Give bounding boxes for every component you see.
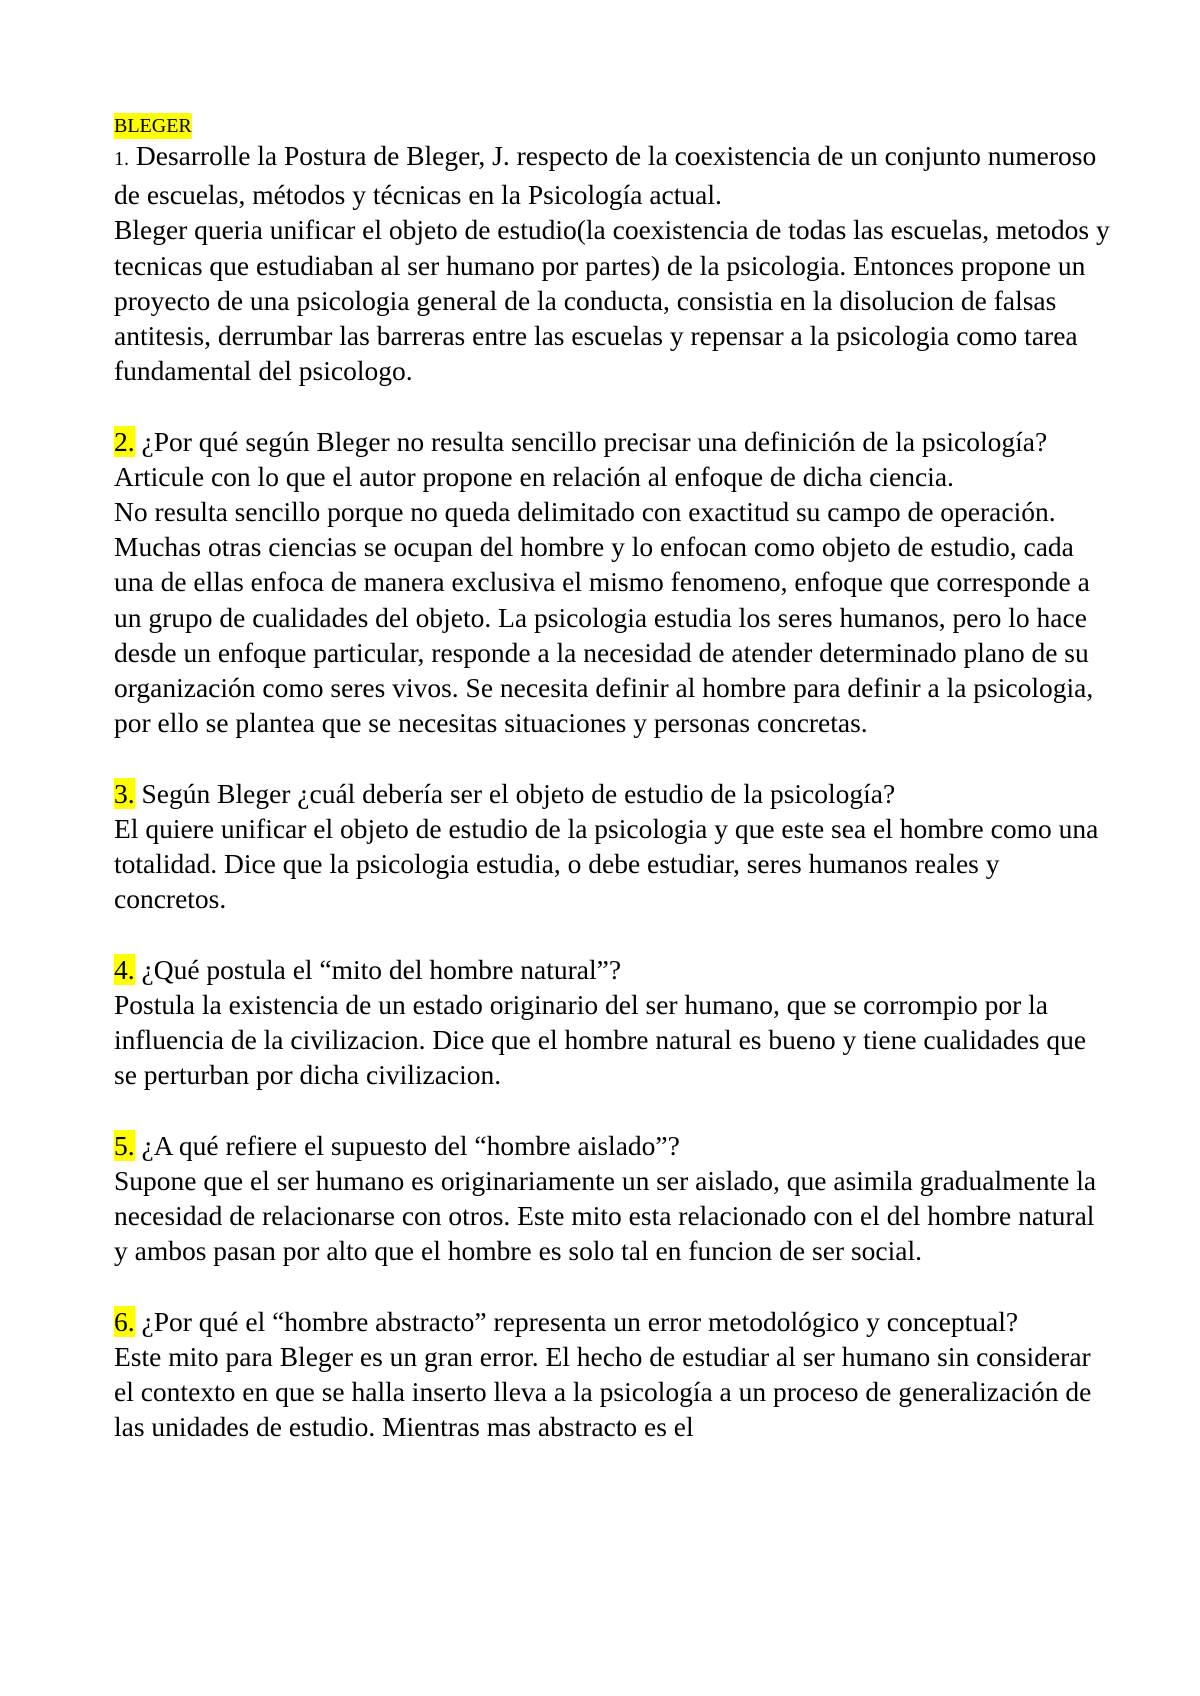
spacer bbox=[114, 740, 1114, 775]
question-5 bbox=[114, 1128, 1114, 1163]
question-text-1: Desarrolle la Postura de Bleger, J. respecto de la coexistencia de un conjunto numeroso de escuelas, métodos y técnicas en la Psicología actual. bbox=[114, 140, 1097, 211]
answer-6: Este mito para Bleger es un gran error. El hecho de estudiar al ser humano sin considerar el contexto en que se halla inserto lleva a la psicología a un proceso de generalización de las unidades de estudio. Mientras mas abstracto es el bbox=[114, 1340, 1092, 1443]
question-block-3 bbox=[114, 776, 1114, 917]
question-number-4: 4. bbox=[114, 953, 135, 985]
question-3 bbox=[114, 776, 1114, 811]
spacer bbox=[114, 1092, 1114, 1127]
spacer bbox=[114, 1268, 1114, 1303]
header-tag: BLEGER bbox=[114, 115, 192, 137]
answer-5: Supone que el ser humano es originariamente un ser aislado, que asimila gradualmente la necesidad de relacionarse con otros. Este mito esta relacionado con el del hombre natural y ambos pasan por alto que el hombre es solo tal en funcion de ser social. bbox=[114, 1164, 1097, 1267]
question-number-5: 5. bbox=[114, 1129, 135, 1161]
question-number-6: 6. bbox=[114, 1305, 135, 1337]
answer-4: Postula la existencia de un estado originario del ser humano, que se corrompio por la influencia de la civilizacion. Dice que el hombre natural es bueno y tiene cualidades que se perturban por dicha civilizacion. bbox=[114, 988, 1087, 1091]
answer-3: El quiere unificar el objeto de estudio de la psicologia y que este sea el hombre como una totalidad. Dice que la psicologia estudia, o debe estudiar, seres humanos reales y concretos. bbox=[114, 812, 1099, 915]
answer-1: Bleger queria unificar el objeto de estudio(la coexistencia de todas las escuelas, metodos y tecnicas que estudiaban al ser humano por partes) de la psicologia. Entonces propone un proyecto de una psicologia general de la conducta, consistia en la disolucion de falsas antitesis, derrumbar las barreras entre las escuelas y repensar a la psicologia como tarea fundamental del psicologo. bbox=[114, 214, 1110, 387]
header-line bbox=[114, 110, 1114, 136]
question-block-5 bbox=[114, 1128, 1114, 1269]
question-2 bbox=[114, 424, 1114, 494]
spacer bbox=[114, 916, 1114, 951]
question-1 bbox=[114, 138, 1114, 212]
question-block-6 bbox=[114, 1304, 1114, 1445]
question-block-1 bbox=[114, 138, 1114, 388]
question-text-2: ¿Por qué según Bleger no resulta sencillo precisar una definición de la psicología? Articule con lo que el autor propone en relación al enfoque de dicha ciencia. bbox=[114, 425, 1048, 492]
question-text-3: Según Bleger ¿cuál debería ser el objeto de estudio de la psicología? bbox=[141, 777, 896, 809]
question-number-2: 2. bbox=[114, 425, 135, 457]
question-block-4 bbox=[114, 952, 1114, 1093]
question-text-4: ¿Qué postula el “mito del hombre natural”? bbox=[141, 953, 622, 985]
document-body bbox=[114, 110, 1114, 1444]
spacer bbox=[114, 388, 1114, 423]
question-4 bbox=[114, 952, 1114, 987]
question-block-2 bbox=[114, 424, 1114, 741]
question-number-3: 3. bbox=[114, 777, 135, 809]
question-number-1: 1. bbox=[114, 148, 129, 170]
question-text-5: ¿A qué refiere el supuesto del “hombre aislado”? bbox=[141, 1129, 680, 1161]
question-6 bbox=[114, 1304, 1114, 1339]
answer-2: No resulta sencillo porque no queda delimitado con exactitud su campo de operación. Muchas otras ciencias se ocupan del hombre y lo enfocan como objeto de estudio, cada una de ellas enfoca de manera exclusiva el mismo fenomeno, enfoque que corresponde a un grupo de cualidades del objeto. La psicologia estudia los seres humanos, pero lo hace desde un enfoque particular, responde a la necesidad de atender determinado plano de su organización como seres vivos. Se necesita definir al hombre para definir a la psicologia, por ello se plantea que se necesitas situaciones y personas concretas. bbox=[114, 496, 1094, 739]
question-text-6: ¿Por qué el “hombre abstracto” representa un error metodológico y conceptual? bbox=[141, 1305, 1019, 1337]
